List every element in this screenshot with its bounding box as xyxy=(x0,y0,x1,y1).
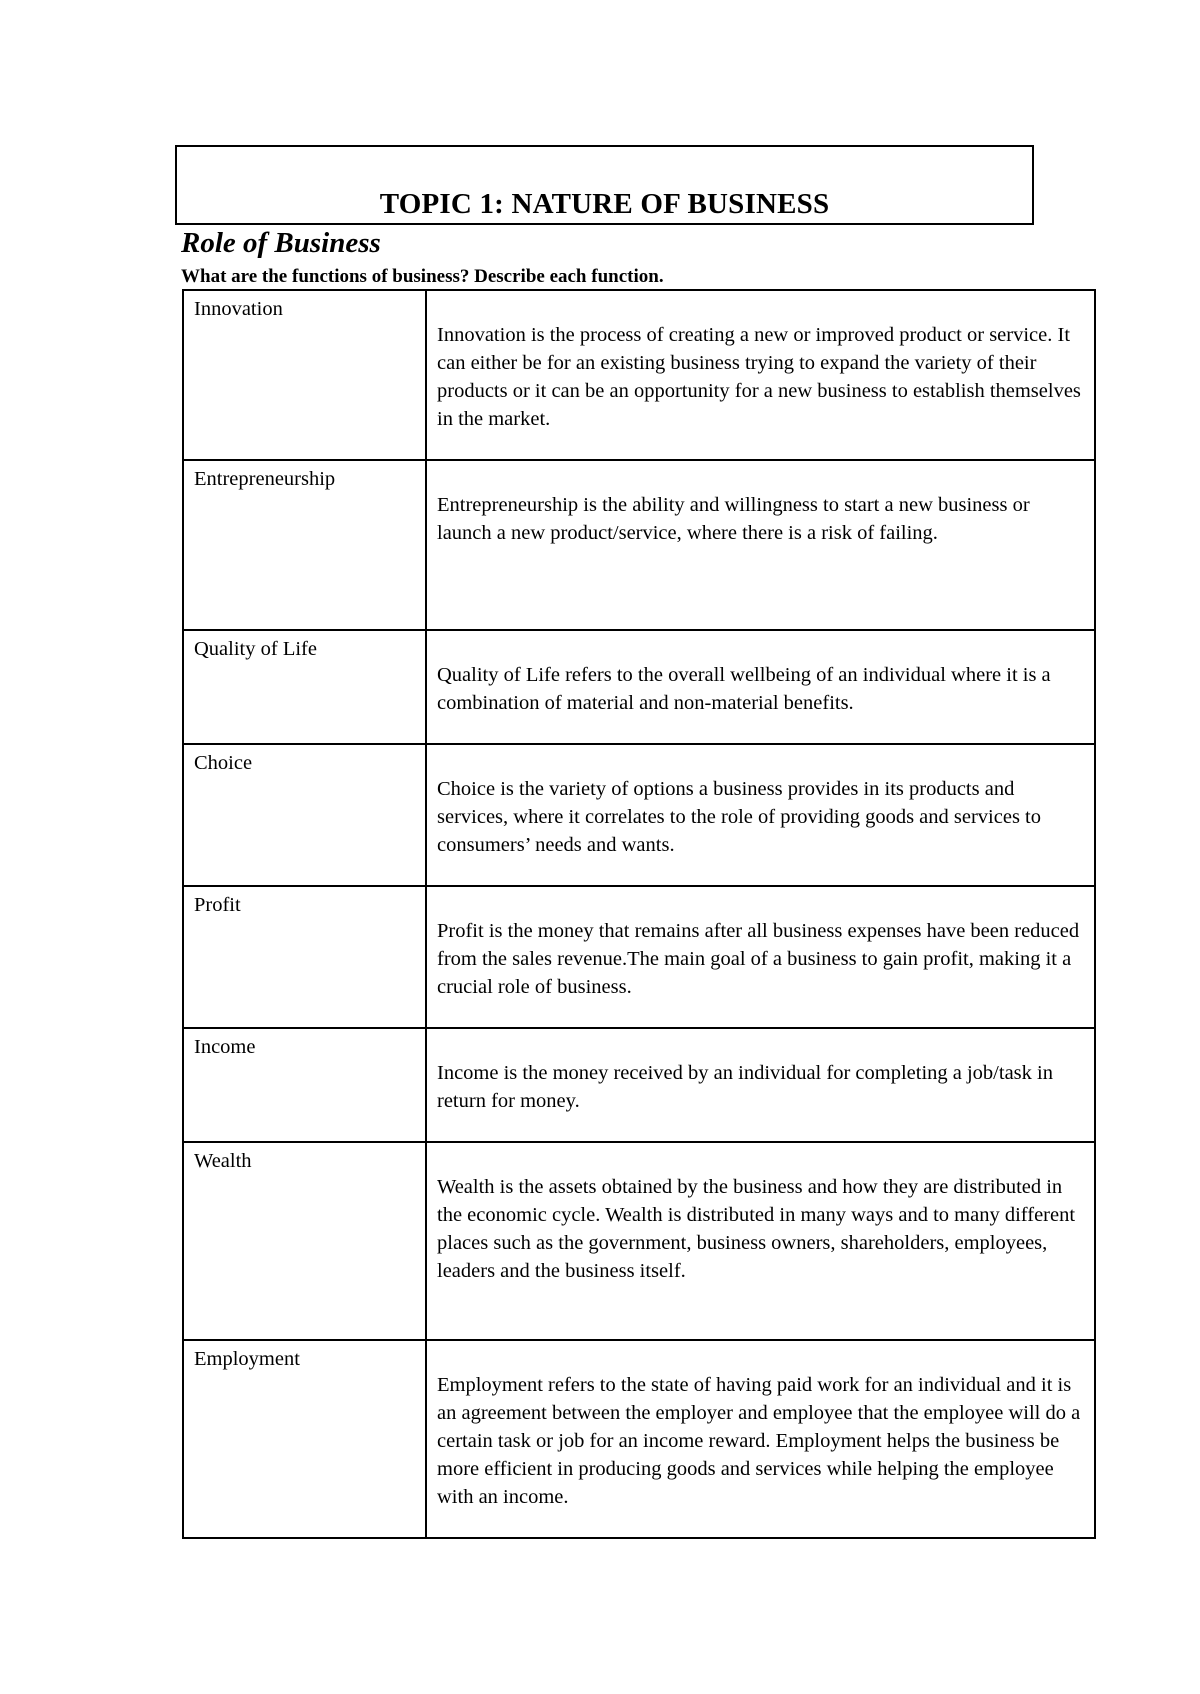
function-term: Choice xyxy=(183,744,426,886)
function-description: Wealth is the assets obtained by the business and how they are distributed in the economic cycle. Wealth is distributed in many ways and to many different places such as the government, business owners, shareholders, employees, leaders and the business itself. xyxy=(426,1142,1095,1340)
function-description: Income is the money received by an individual for completing a job/task in return for money. xyxy=(426,1028,1095,1142)
function-description: Profit is the money that remains after all business expenses have been reduced from the sales revenue.The main goal of a business to gain profit, making it a crucial role of business. xyxy=(426,886,1095,1028)
function-description: Choice is the variety of options a business provides in its products and services, where it correlates to the role of providing goods and services to consumers’ needs and wants. xyxy=(426,744,1095,886)
table-row xyxy=(183,630,1095,744)
title-box xyxy=(175,145,1034,225)
section-heading: Role of Business xyxy=(181,227,381,259)
table-row xyxy=(183,1028,1095,1142)
page-title: TOPIC 1: NATURE OF BUSINESS xyxy=(379,188,830,220)
function-term: Income xyxy=(183,1028,426,1142)
function-term: Wealth xyxy=(183,1142,426,1340)
question-text: What are the functions of business? Describe each function. xyxy=(181,266,664,287)
function-term: Innovation xyxy=(183,290,426,460)
functions-table xyxy=(182,289,1096,1539)
table-row xyxy=(183,290,1095,460)
function-description: Quality of Life refers to the overall wellbeing of an individual where it is a combination of material and non-material benefits. xyxy=(426,630,1095,744)
function-term: Employment xyxy=(183,1340,426,1538)
function-description: Entrepreneurship is the ability and willingness to start a new business or launch a new product/service, where there is a risk of failing. xyxy=(426,460,1095,630)
table-row xyxy=(183,744,1095,886)
table-row xyxy=(183,886,1095,1028)
table-row xyxy=(183,1142,1095,1340)
function-description: Employment refers to the state of having paid work for an individual and it is an agreement between the employer and employee that the employee will do a certain task or job for an income reward. Employment helps the business be more efficient in producing goods and services while helping the employee with an income. xyxy=(426,1340,1095,1538)
table-row xyxy=(183,1340,1095,1538)
function-term: Quality of Life xyxy=(183,630,426,744)
table-row xyxy=(183,460,1095,630)
function-description: Innovation is the process of creating a new or improved product or service. It can either be for an existing business trying to expand the variety of their products or it can be an opportunity for a new business to establish themselves in the market. xyxy=(426,290,1095,460)
function-term: Profit xyxy=(183,886,426,1028)
function-term: Entrepreneurship xyxy=(183,460,426,630)
